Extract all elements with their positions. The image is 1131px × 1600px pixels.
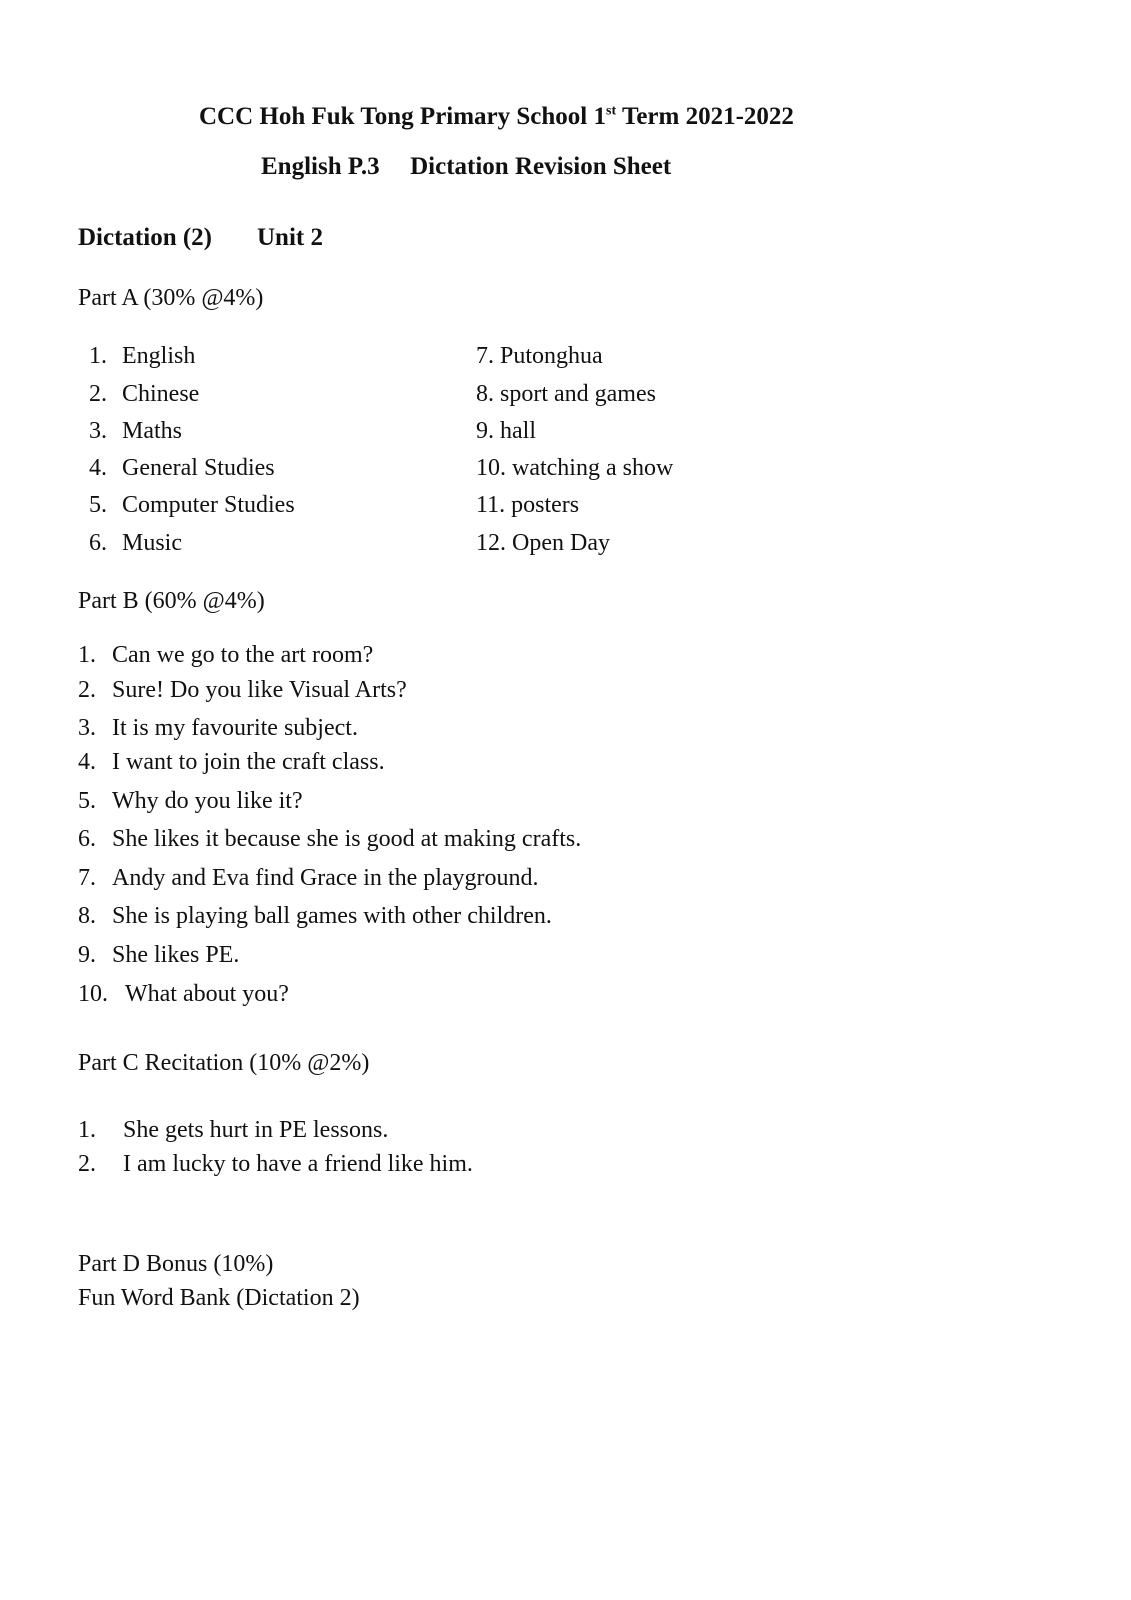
page-title (199, 103, 794, 131)
subject-label: English P.3 (261, 153, 380, 180)
part-b-item: 10. What about you? (78, 981, 289, 1007)
title-superscript: st (606, 103, 617, 119)
part-a-item: 3. Maths (89, 418, 182, 444)
part-a-item: 4. General Studies (89, 455, 275, 481)
part-b-item: 1. Can we go to the art room? (78, 642, 374, 668)
part-a-heading: Part A (30% @4%) (78, 285, 264, 311)
title-text: CCC Hoh Fuk Tong Primary School 1 (199, 103, 607, 130)
part-b-item: 3. It is my favourite subject. (78, 715, 358, 741)
part-a-item: 2. Chinese (89, 381, 200, 407)
dictation-label: Dictation (2) (78, 224, 212, 251)
part-b-heading: Part B (60% @4%) (78, 588, 265, 614)
part-a-item: 6. Music (89, 530, 182, 556)
unit-label: Unit 2 (257, 224, 323, 251)
part-b-item: 8. She is playing ball games with other children. (78, 903, 552, 929)
part-c-item: 2. I am lucky to have a friend like him. (78, 1151, 473, 1177)
part-b-item: 9. She likes PE. (78, 942, 240, 968)
part-b-item: 4. I want to join the craft class. (78, 749, 385, 775)
part-c-heading: Part C Recitation (10% @2%) (78, 1050, 370, 1076)
part-a-item: 8. sport and games (476, 381, 656, 407)
part-b-item: 7. Andy and Eva find Grace in the playground. (78, 865, 539, 891)
part-c-item: 1. She gets hurt in PE lessons. (78, 1117, 389, 1143)
title-term: Term 2021-2022 (616, 103, 794, 130)
sheet-name: Dictation Revision Sheet (410, 153, 672, 180)
part-a-item: 1. English (89, 343, 196, 369)
part-b-item: 2. Sure! Do you like Visual Arts? (78, 677, 407, 703)
part-d-heading: Part D Bonus (10%) (78, 1251, 274, 1277)
part-a-item: 7. Putonghua (476, 343, 603, 369)
page-subtitle (261, 153, 671, 181)
part-a-item: 12. Open Day (476, 530, 610, 556)
part-a-item: 11. posters (476, 492, 580, 518)
part-b-item: 5. Why do you like it? (78, 788, 303, 814)
part-a-item: 10. watching a show (476, 455, 674, 481)
part-a-item: 5. Computer Studies (89, 492, 295, 518)
part-b-item: 6. She likes it because she is good at making crafts. (78, 826, 582, 852)
part-a-item: 9. hall (476, 418, 536, 444)
part-d-subheading: Fun Word Bank (Dictation 2) (78, 1285, 360, 1311)
